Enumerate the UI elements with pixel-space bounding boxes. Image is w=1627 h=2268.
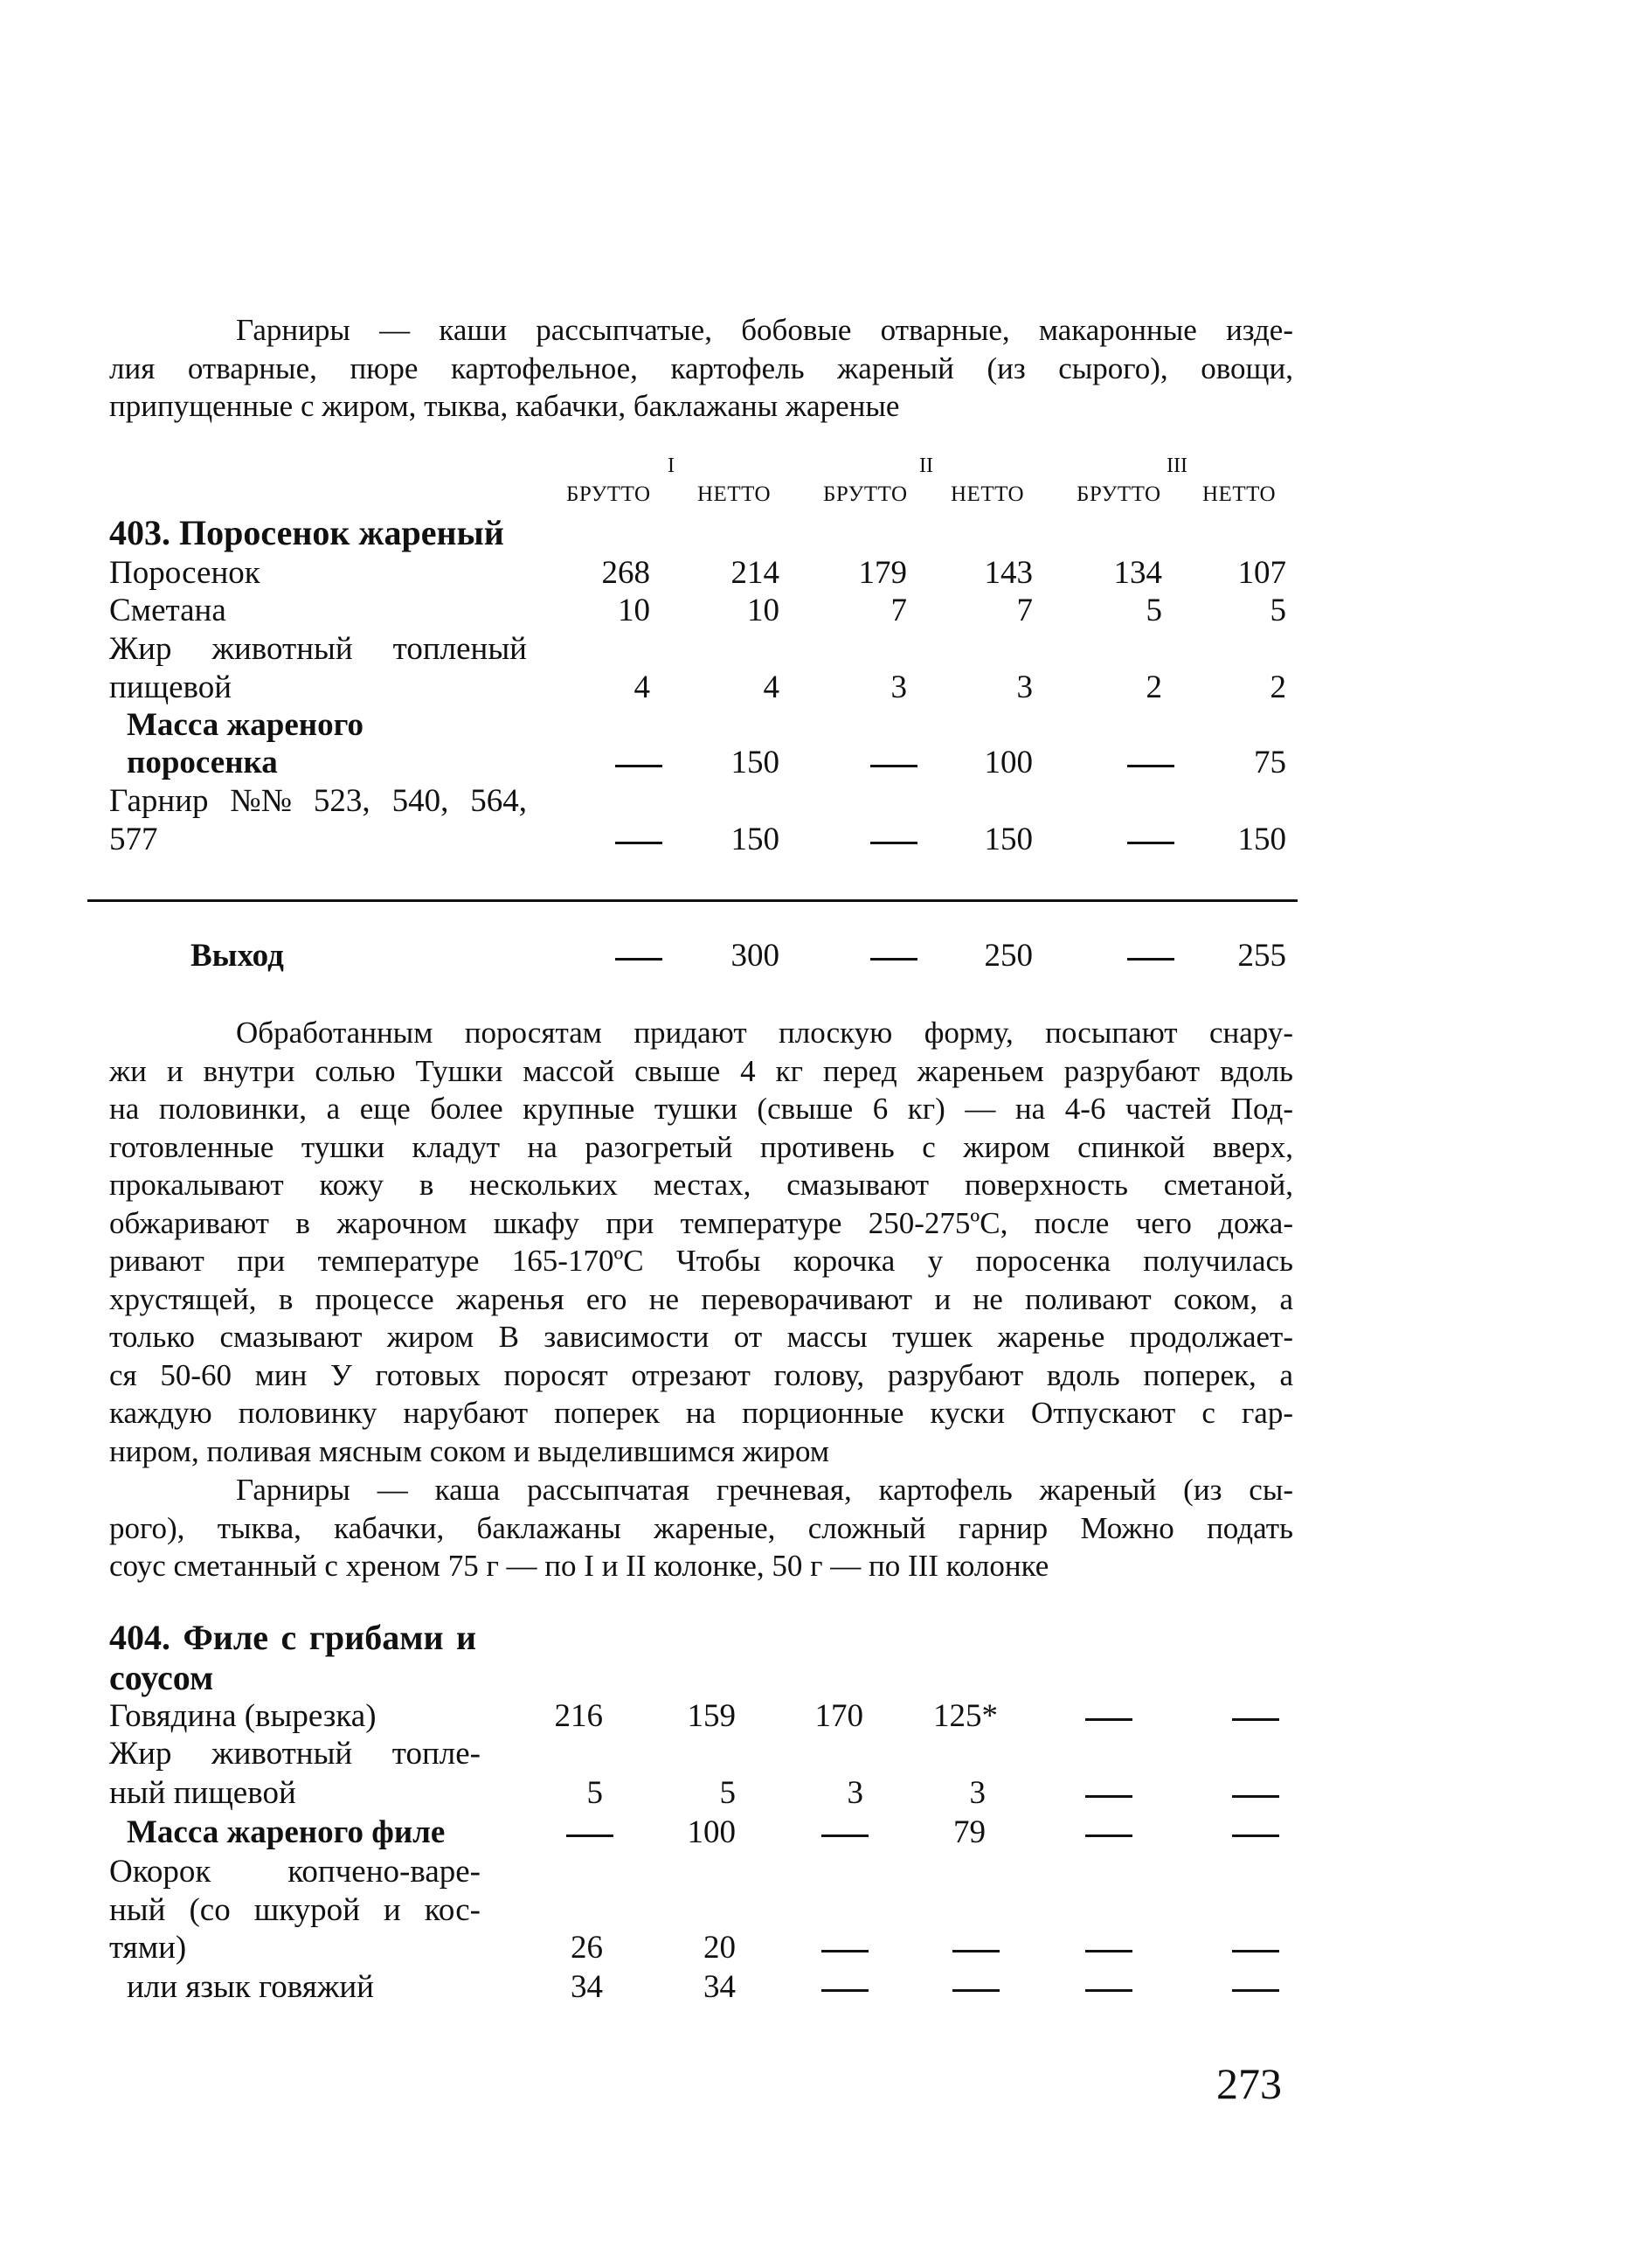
empty-dash <box>1232 1835 1279 1837</box>
cell-brutto-3: 5 <box>1146 593 1162 628</box>
table-row <box>0 1929 1627 1967</box>
column-group-3: III <box>1167 454 1187 477</box>
garnish-line: Гарниры — каша рассыпчатая гречневая, картофель жареный (из сы- <box>236 1473 1293 1507</box>
method-line: готовленные тушки кладут на разогретый противень с жиром спинкой вверх, <box>109 1129 1293 1164</box>
table-row <box>0 706 1627 745</box>
cell-netto-1: 300 <box>730 938 779 974</box>
cell-netto-1: 100 <box>687 1814 736 1850</box>
recipe-404-title-line: соусом <box>109 1658 214 1697</box>
table-row <box>0 669 1627 707</box>
cell-brutto-1: 5 <box>586 1775 603 1811</box>
table-row <box>0 1853 1627 1891</box>
recipe-404-title-line: 404. Филе с грибами и <box>109 1618 476 1657</box>
garnish-line: рого), тыква, кабачки, баклажаны жареные, сложный гарнир Можно подать <box>109 1510 1293 1545</box>
cell-netto-1: 34 <box>703 1969 736 2005</box>
cell-netto-1: 214 <box>730 555 779 591</box>
ingredient-label: Говядина (вырезка) <box>109 1698 377 1734</box>
cell-brutto-1: 10 <box>618 593 650 628</box>
table-row <box>0 554 1627 593</box>
method-line: хрустящей, в процессе жаренья его не переворачивают и не поливают соком, а <box>109 1281 1293 1316</box>
method-line: Обработанным поросятам придают плоскую форму, посыпают снару- <box>236 1016 1293 1050</box>
empty-dash <box>566 1835 613 1837</box>
ingredient-label: поросенка <box>127 745 278 780</box>
ingredient-label: ный пищевой <box>109 1775 296 1811</box>
cell-brutto-1: 34 <box>571 1969 603 2005</box>
cell-brutto-2: 179 <box>858 555 907 591</box>
ingredient-label: Жир животный топле- <box>109 1736 481 1772</box>
empty-dash <box>1085 1835 1132 1837</box>
cell-brutto-2: 7 <box>890 593 907 628</box>
ingredient-label: Масса жареного филе <box>127 1814 446 1850</box>
column-header: БРУТТО <box>823 482 908 506</box>
cell-netto-2: 143 <box>984 555 1033 591</box>
empty-dash <box>1232 1795 1279 1798</box>
column-header: НЕТТО <box>951 482 1025 506</box>
method-paragraph <box>109 1014 1293 1470</box>
cell-netto-3: 2 <box>1270 669 1286 705</box>
cell-netto-1: 150 <box>730 745 779 780</box>
column-header: НЕТТО <box>697 482 772 506</box>
table-row <box>0 1735 1627 1773</box>
ingredient-label: ный (со шкурой и кос- <box>109 1892 481 1928</box>
method-line: обжаривают в жарочном шкафу при температуре 250-275ºC, после чего дожа- <box>109 1205 1293 1240</box>
ingredient-label: Окорок копчено-варе- <box>109 1854 481 1890</box>
ingredient-label: или язык говяжий <box>127 1969 374 2005</box>
method-line: каждую половинку нарубают поперек на порционные куски Отпускают с гар- <box>109 1396 1293 1430</box>
column-header: БРУТТО <box>1077 482 1161 506</box>
empty-dash <box>952 1950 1000 1952</box>
method-line: ся 50-60 мин У готовых поросят отрезают голову, разрубают вдоль поперек, а <box>109 1357 1293 1392</box>
table-row <box>0 782 1627 821</box>
table-row <box>0 1774 1627 1813</box>
table-row <box>0 630 1627 669</box>
empty-dash <box>1085 1989 1132 1992</box>
empty-dash <box>870 958 917 961</box>
cell-netto-3: 255 <box>1237 938 1286 974</box>
method-line: на половинки, а еще более крупные тушки (свыше 6 кг) — на 4-6 частей Под- <box>109 1092 1293 1126</box>
recipe-403-title: 403. Поросенок жареный <box>109 513 504 552</box>
cell-netto-1: 4 <box>763 669 779 705</box>
empty-dash <box>870 765 917 767</box>
table-row <box>0 1697 1627 1736</box>
empty-dash <box>615 958 662 961</box>
cell-netto-2: 7 <box>1016 593 1033 628</box>
ingredient-label: 577 <box>109 822 158 857</box>
empty-dash <box>1127 842 1174 844</box>
method-line: жи и внутри солью Тушки массой свыше 4 кг перед жареньем разрубают вдоль <box>109 1053 1293 1088</box>
empty-dash <box>870 842 917 844</box>
cell-netto-2: 125* <box>933 1698 998 1734</box>
table-row <box>0 1891 1627 1930</box>
intro-line: Гарниры — каши рассыпчатые, бобовые отварные, макаронные изде- <box>236 313 1293 347</box>
cell-netto-1: 159 <box>687 1698 736 1734</box>
cell-brutto-2: 3 <box>847 1775 863 1811</box>
cell-netto-1: 20 <box>703 1930 736 1966</box>
intro-paragraph <box>109 311 1293 426</box>
cell-netto-1: 150 <box>730 822 779 857</box>
ingredient-label: пищевой <box>109 669 232 705</box>
cell-brutto-3: 2 <box>1146 669 1162 705</box>
cell-netto-2: 250 <box>984 938 1033 974</box>
table-divider <box>87 899 1298 902</box>
empty-dash <box>1127 765 1174 767</box>
cell-brutto-2: 170 <box>814 1698 863 1734</box>
method-line: прокалывают кожу в нескольких местах, смазывают поверхность сметаной, <box>109 1168 1293 1202</box>
ingredient-label: тями) <box>109 1930 187 1966</box>
table-row <box>0 592 1627 630</box>
cell-netto-3: 5 <box>1270 593 1286 628</box>
ingredient-label: Гарнир №№ 523, 540, 564, <box>109 783 527 819</box>
column-header: БРУТТО <box>566 482 651 506</box>
table-row <box>0 1814 1627 1852</box>
method-line: ривают при температуре 165-170ºC Чтобы корочка у поросенка получилась <box>109 1244 1293 1278</box>
garnish-paragraph <box>109 1471 1293 1585</box>
cell-brutto-1: 268 <box>601 555 650 591</box>
cell-brutto-3: 134 <box>1113 555 1162 591</box>
cell-brutto-1: 26 <box>571 1930 603 1966</box>
empty-dash <box>615 842 662 844</box>
column-group-1: I <box>668 454 675 477</box>
cell-netto-3: 107 <box>1237 555 1286 591</box>
cell-netto-3: 75 <box>1254 745 1286 780</box>
method-line: только смазывают жиром В зависимости от массы тушек жаренье продолжает- <box>109 1320 1293 1354</box>
empty-dash <box>952 1989 1000 1992</box>
empty-dash <box>1085 1718 1132 1721</box>
cell-netto-1: 5 <box>719 1775 736 1811</box>
empty-dash <box>821 1835 869 1837</box>
yield-row <box>0 937 1627 975</box>
cell-brutto-1: 4 <box>633 669 650 705</box>
intro-line: припущенные с жиром, тыква, кабачки, баклажаны жареные <box>109 389 900 423</box>
cell-netto-2: 150 <box>984 822 1033 857</box>
column-header: НЕТТО <box>1202 482 1277 506</box>
garnish-line: соус сметанный с хреном 75 г — по I и II колонке, 50 г — по III колонке <box>109 1549 1049 1583</box>
empty-dash <box>615 765 662 767</box>
empty-dash <box>1085 1795 1132 1798</box>
column-group-2: II <box>919 454 933 477</box>
cell-netto-2: 3 <box>1016 669 1033 705</box>
cell-netto-3: 150 <box>1237 822 1286 857</box>
table-row <box>0 1968 1627 2007</box>
empty-dash <box>1232 1718 1279 1721</box>
table-row <box>0 744 1627 782</box>
cell-netto-2: 3 <box>969 1775 986 1811</box>
empty-dash <box>1085 1950 1132 1952</box>
table-row <box>0 821 1627 859</box>
page-number: 273 <box>1216 2059 1282 2108</box>
ingredient-label: Жир животный топленый <box>109 631 527 667</box>
empty-dash <box>821 1950 869 1952</box>
cell-netto-2: 100 <box>984 745 1033 780</box>
yield-label: Выход <box>190 938 284 974</box>
cell-brutto-2: 3 <box>890 669 907 705</box>
cell-netto-2: 79 <box>953 1814 986 1850</box>
empty-dash <box>1232 1950 1279 1952</box>
cell-brutto-1: 216 <box>554 1698 603 1734</box>
intro-line: лия отварные, пюре картофельное, картофель жареный (из сырого), овощи, <box>109 350 1293 385</box>
ingredient-label: Сметана <box>109 593 226 628</box>
empty-dash <box>821 1989 869 1992</box>
ingredient-label: Масса жареного <box>127 707 363 743</box>
empty-dash <box>1232 1989 1279 1992</box>
cell-netto-1: 10 <box>747 593 779 628</box>
method-line: ниром, поливая мясным соком и выделившимся жиром <box>109 1433 829 1468</box>
ingredient-label: Поросенок <box>109 555 260 591</box>
empty-dash <box>1127 958 1174 961</box>
